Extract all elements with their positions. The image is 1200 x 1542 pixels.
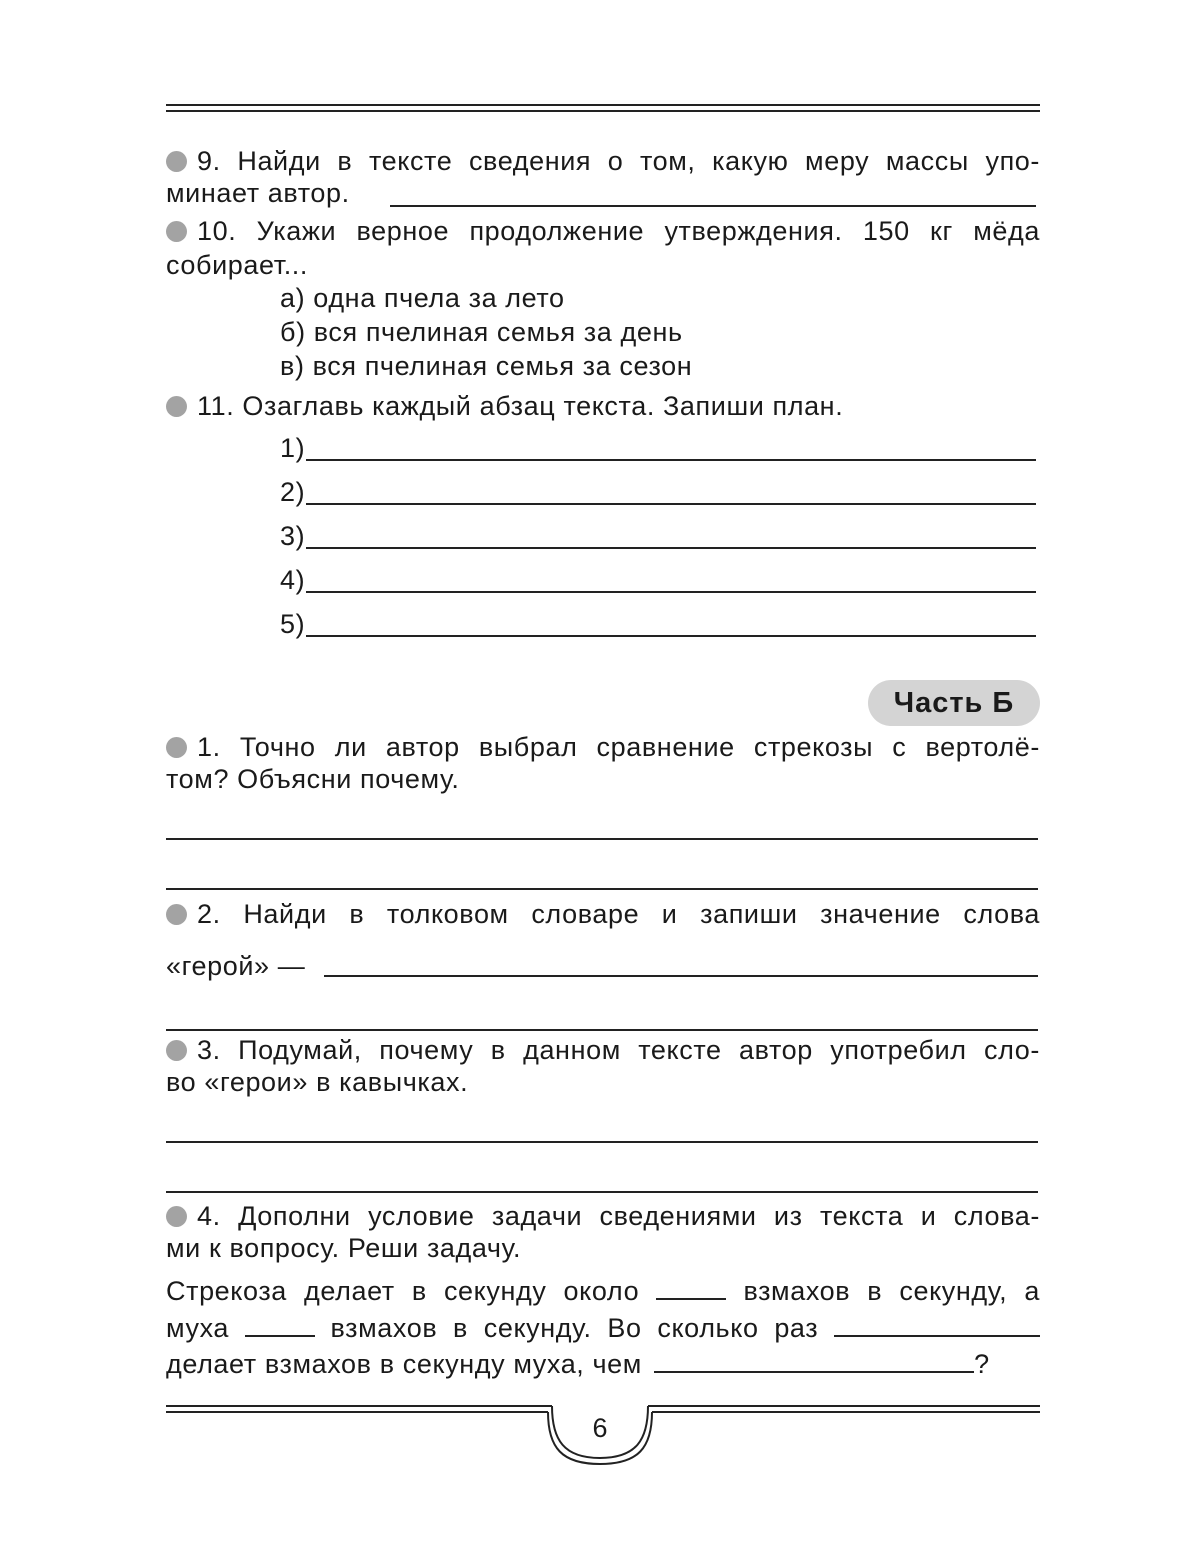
b4-blank-who[interactable] xyxy=(834,1311,1040,1337)
plan-label-1: 1) xyxy=(280,433,306,463)
b4-blank-fly[interactable] xyxy=(245,1311,315,1337)
b2-answer-line-2[interactable] xyxy=(166,1029,1038,1031)
b4-blank-dragonfly[interactable] xyxy=(656,1274,726,1300)
task-10-option-a[interactable]: а) одна пчела за лето xyxy=(280,283,565,313)
bullet-icon xyxy=(166,1040,187,1061)
bullet-icon xyxy=(166,1206,187,1227)
b4-line-1: 4. Дополни условие задачи сведениями из текста и слова- xyxy=(166,1200,1040,1232)
b2-line-2: «герой» — xyxy=(166,951,306,981)
b2-answer-line-1[interactable] xyxy=(324,975,1038,977)
b1-line-1: 1. Точно ли автор выбрал сравнение стрекозы с вертолё- xyxy=(166,731,1040,763)
task-9-answer-line[interactable] xyxy=(390,205,1036,207)
plan-answer-line-2[interactable] xyxy=(306,503,1036,505)
top-rule-1 xyxy=(166,104,1040,106)
task-9-line-2: минает автор. xyxy=(166,178,350,208)
b4-problem-line-3: делает взмахов в секунду муха, чем ? xyxy=(166,1349,990,1379)
top-rule-2 xyxy=(166,110,1040,112)
section-b-badge: Часть Б xyxy=(868,680,1040,726)
task-10-option-b[interactable]: б) вся пчелиная семья за день xyxy=(280,317,683,347)
b4-problem-line-1: Стрекоза делает в секунду около взмахов в секунду, а xyxy=(166,1276,1040,1306)
bullet-icon xyxy=(166,151,187,172)
task-9-line-1: 9. Найди в тексте сведения о том, какую меру массы упо- xyxy=(166,145,1040,177)
plan-label-4: 4) xyxy=(280,565,306,595)
bullet-icon xyxy=(166,221,187,242)
plan-label-5: 5) xyxy=(280,609,306,639)
b1-answer-line-1[interactable] xyxy=(166,838,1038,840)
task-10-option-c[interactable]: в) вся пчелиная семья за сезон xyxy=(280,351,693,381)
b4-line-2: ми к вопросу. Реши задачу. xyxy=(166,1233,522,1263)
b3-line-2: во «герои» в кавычках. xyxy=(166,1067,469,1097)
plan-answer-line-5[interactable] xyxy=(306,635,1036,637)
task-10-line-1: 10. Укажи верное продолжение утверждения. 150 кг мёда xyxy=(166,215,1040,247)
task-11-text: 11. Озаглавь каждый абзац текста. Запиши план. xyxy=(166,390,843,422)
b2-line-1: 2. Найди в толковом словаре и запиши значение слова xyxy=(166,898,1040,930)
b1-answer-line-2[interactable] xyxy=(166,888,1038,890)
b3-answer-line-2[interactable] xyxy=(166,1191,1038,1193)
plan-label-3: 3) xyxy=(280,521,306,551)
task-10-line-2: собирает... xyxy=(166,250,308,280)
bullet-icon xyxy=(166,737,187,758)
plan-label-2: 2) xyxy=(280,477,306,507)
b3-answer-line-1[interactable] xyxy=(166,1141,1038,1143)
b1-line-2: том? Объясни почему. xyxy=(166,764,460,794)
plan-answer-line-3[interactable] xyxy=(306,547,1036,549)
plan-answer-line-1[interactable] xyxy=(306,459,1036,461)
page-number: 6 xyxy=(592,1413,608,1443)
b4-blank-compare[interactable] xyxy=(654,1347,974,1373)
plan-answer-line-4[interactable] xyxy=(306,591,1036,593)
bullet-icon xyxy=(166,904,187,925)
b3-line-1: 3. Подумай, почему в данном тексте автор употребил сло- xyxy=(166,1034,1040,1066)
bullet-icon xyxy=(166,396,187,417)
b4-problem-line-2: муха взмахов в секунду. Во сколько раз xyxy=(166,1311,1040,1344)
